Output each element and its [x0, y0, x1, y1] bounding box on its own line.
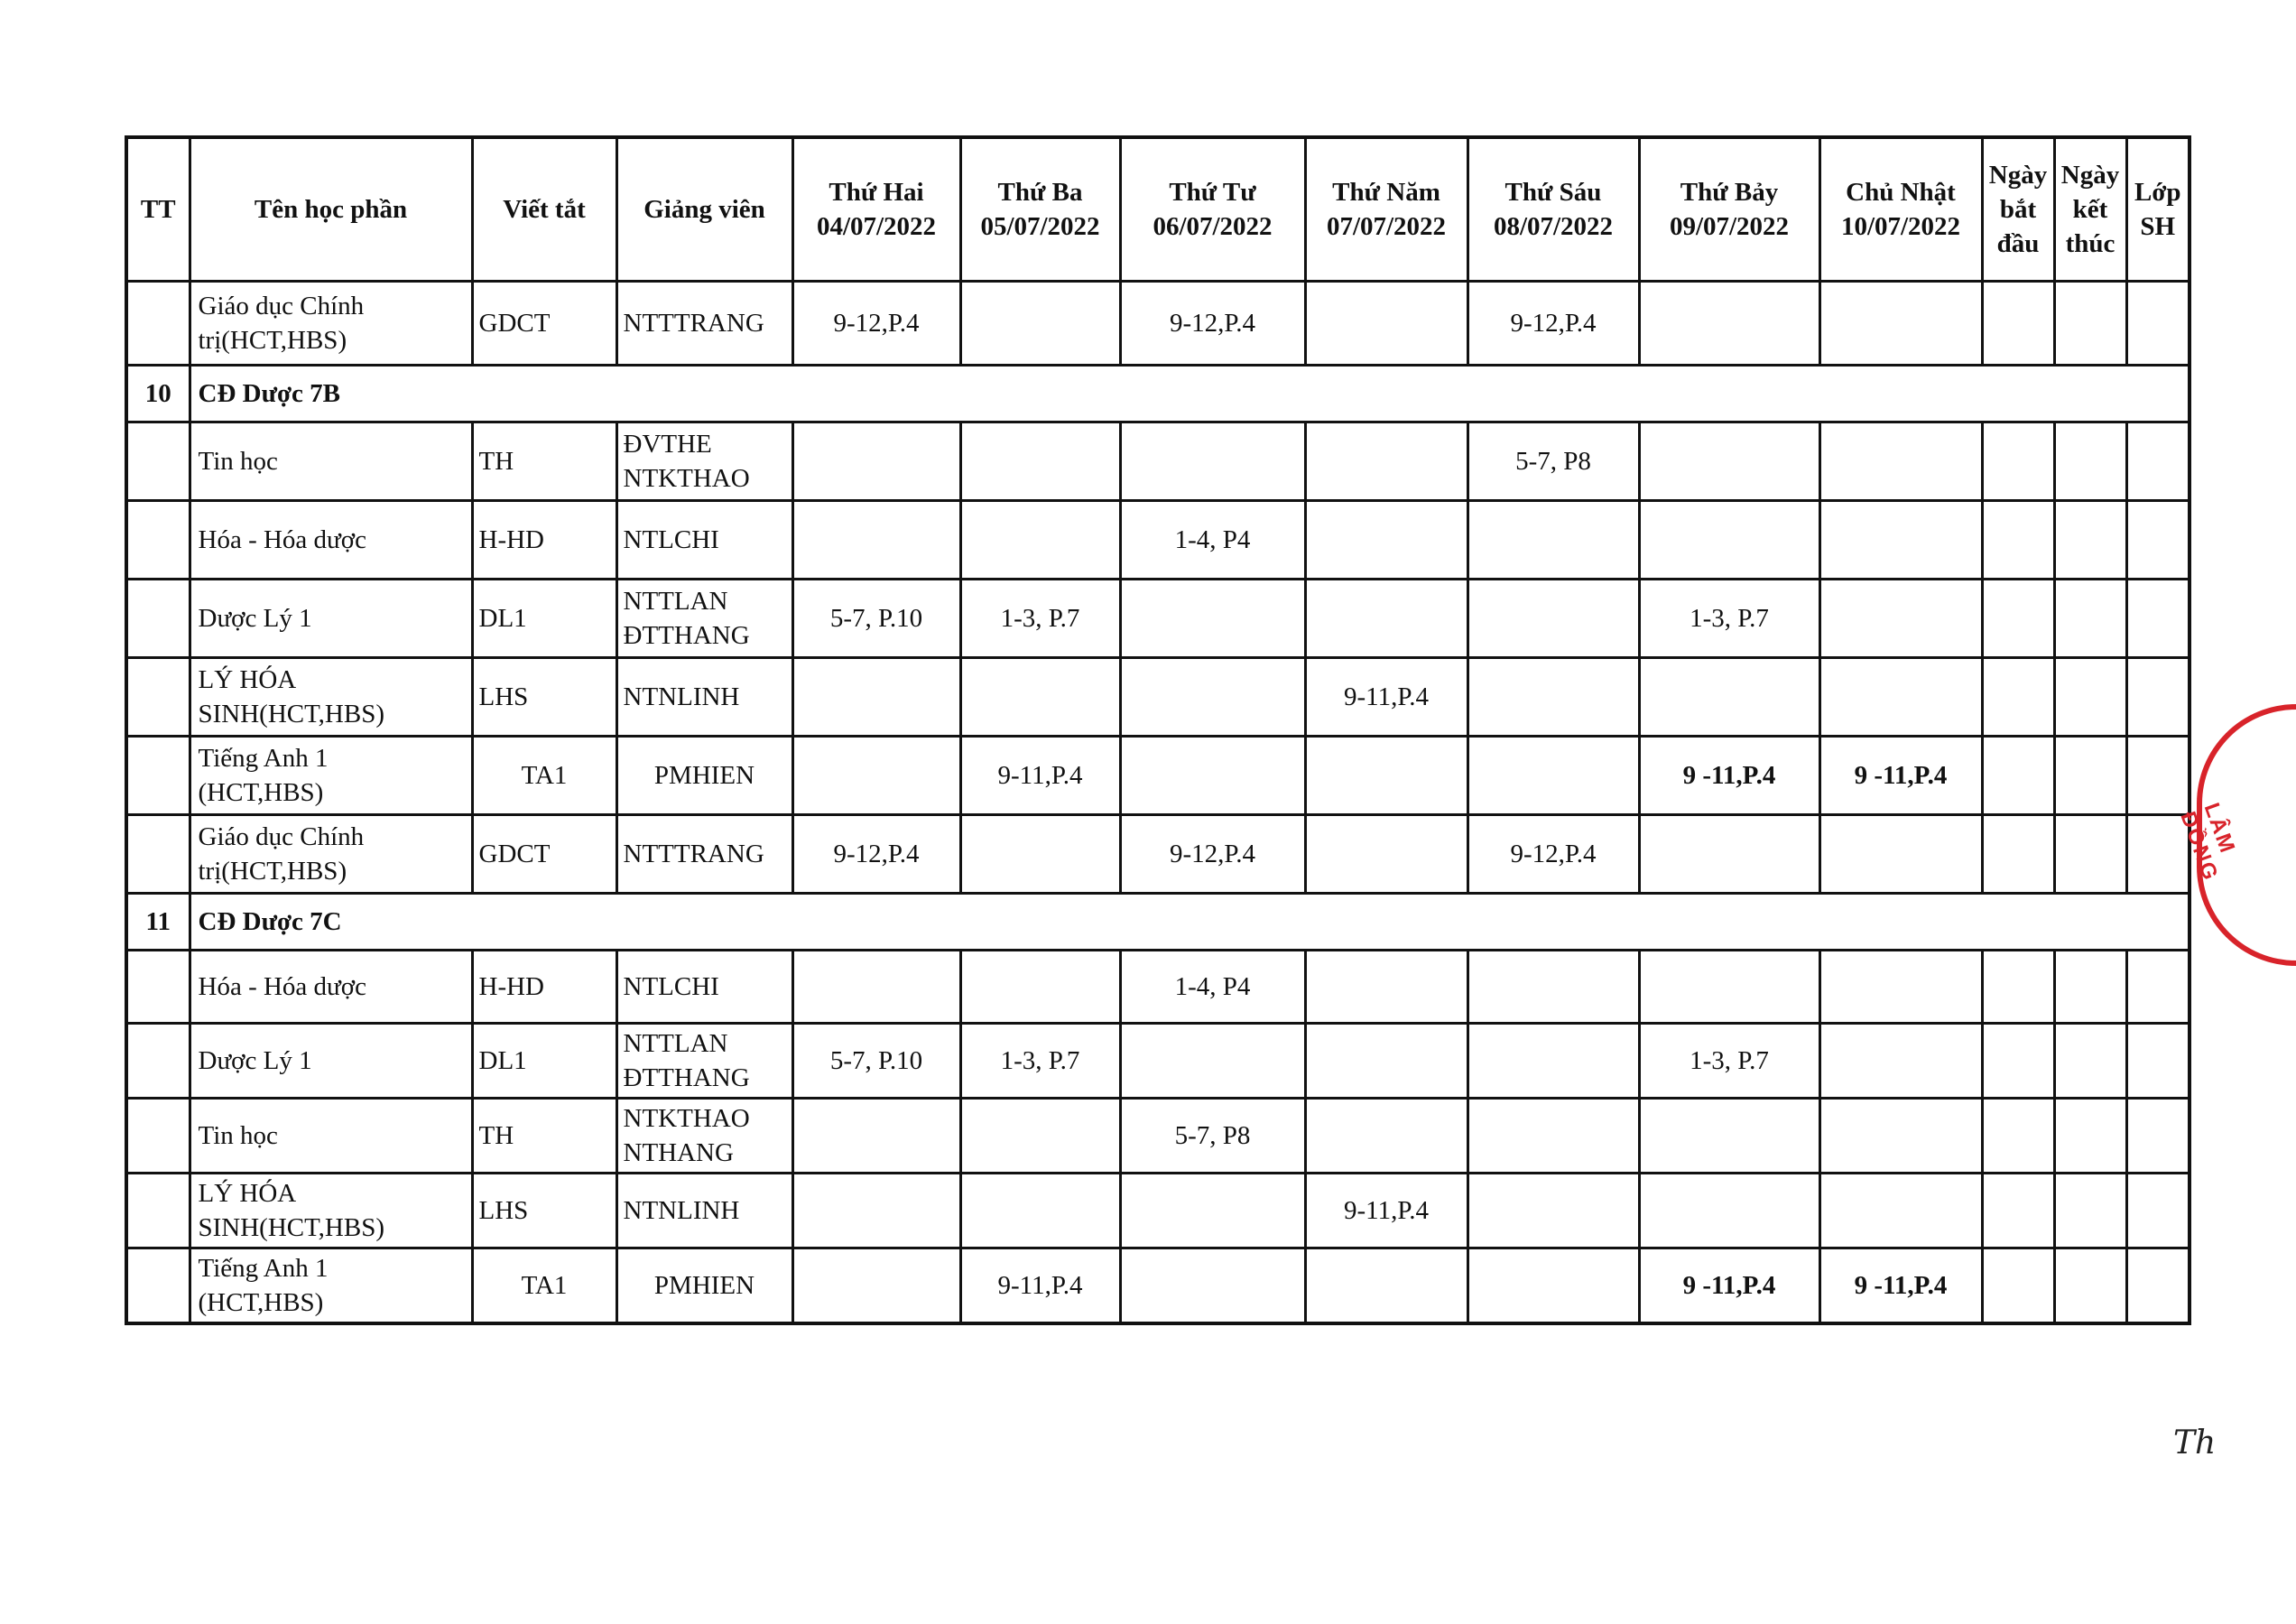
- slot-fri: [1467, 951, 1639, 1024]
- timetable-sheet: [125, 135, 2188, 1325]
- row-tt: [126, 1099, 190, 1174]
- row-abbr: TA1: [472, 737, 616, 815]
- slot-start: [1982, 658, 2054, 737]
- group-row-11: [126, 894, 2190, 951]
- slot-wed: [1120, 1024, 1305, 1099]
- slot-tue: [960, 951, 1120, 1024]
- slot-fri: [1467, 1099, 1639, 1174]
- row-abbr: LHS: [472, 658, 616, 737]
- slot-end: [2054, 1248, 2126, 1324]
- row-abbr: TH: [472, 422, 616, 501]
- row-abbr: DL1: [472, 580, 616, 658]
- slot-class: [2126, 282, 2190, 366]
- header-class: Lớp SH: [2126, 137, 2190, 282]
- slot-sun: [1819, 951, 1982, 1024]
- slot-thu: [1305, 580, 1467, 658]
- header-end-date: Ngày kết thúc: [2054, 137, 2126, 282]
- slot-sun: [1819, 282, 1982, 366]
- slot-mon: 9-12,P.4: [792, 282, 960, 366]
- row-subject: Giáo dục Chính trị(HCT,HBS): [190, 282, 472, 366]
- group-tt: 10: [126, 366, 190, 422]
- row-subject: LÝ HÓA SINH(HCT,HBS): [190, 658, 472, 737]
- row-abbr: GDCT: [472, 815, 616, 894]
- slot-end: [2054, 501, 2126, 580]
- slot-class: [2126, 501, 2190, 580]
- slot-end: [2054, 737, 2126, 815]
- header-lecturer: Giảng viên: [616, 137, 792, 282]
- handwritten-initials: Th: [2173, 1424, 2217, 1462]
- slot-wed: [1120, 737, 1305, 815]
- slot-wed: 1-4, P4: [1120, 501, 1305, 580]
- slot-thu: [1305, 1099, 1467, 1174]
- slot-fri: [1467, 1024, 1639, 1099]
- slot-wed: 5-7, P8: [1120, 1099, 1305, 1174]
- slot-sat: [1639, 282, 1819, 366]
- slot-start: [1982, 501, 2054, 580]
- slot-start: [1982, 580, 2054, 658]
- row-lecturer: PMHIEN: [616, 1248, 792, 1324]
- slot-mon: [792, 737, 960, 815]
- row-subject: Tin học: [190, 422, 472, 501]
- row-abbr: GDCT: [472, 282, 616, 366]
- slot-wed: [1120, 422, 1305, 501]
- slot-class: [2126, 580, 2190, 658]
- slot-wed: 9-12,P.4: [1120, 282, 1305, 366]
- row-lecturer: NTTLAN ĐTTHANG: [616, 1024, 792, 1099]
- row-abbr: H-HD: [472, 501, 616, 580]
- row-abbr: LHS: [472, 1174, 616, 1248]
- slot-thu: 9-11,P.4: [1305, 1174, 1467, 1248]
- slot-class: [2126, 1024, 2190, 1099]
- slot-end: [2054, 422, 2126, 501]
- slot-end: [2054, 815, 2126, 894]
- table-row: [126, 282, 2190, 366]
- table-row: [126, 951, 2190, 1024]
- slot-thu: [1305, 1248, 1467, 1324]
- slot-wed: [1120, 658, 1305, 737]
- slot-wed: [1120, 1174, 1305, 1248]
- slot-mon: [792, 658, 960, 737]
- slot-start: [1982, 1024, 2054, 1099]
- slot-start: [1982, 737, 2054, 815]
- slot-tue: [960, 1174, 1120, 1248]
- row-tt: [126, 422, 190, 501]
- slot-end: [2054, 658, 2126, 737]
- row-lecturer: NTTTRANG: [616, 815, 792, 894]
- slot-start: [1982, 282, 2054, 366]
- slot-fri: [1467, 737, 1639, 815]
- row-subject: Tiếng Anh 1 (HCT,HBS): [190, 1248, 472, 1324]
- slot-fri: [1467, 501, 1639, 580]
- row-lecturer: PMHIEN: [616, 737, 792, 815]
- slot-end: [2054, 282, 2126, 366]
- row-lecturer: NTTLAN ĐTTHANG: [616, 580, 792, 658]
- slot-start: [1982, 951, 2054, 1024]
- slot-end: [2054, 1174, 2126, 1248]
- slot-class: [2126, 951, 2190, 1024]
- slot-sun: [1819, 1174, 1982, 1248]
- row-tt: [126, 815, 190, 894]
- slot-sat: [1639, 501, 1819, 580]
- slot-sat: [1639, 658, 1819, 737]
- row-abbr: TA1: [472, 1248, 616, 1324]
- slot-sun: 9 -11,P.4: [1819, 737, 1982, 815]
- table-row: [126, 580, 2190, 658]
- table-row: [126, 1024, 2190, 1099]
- row-subject: Dược Lý 1: [190, 1024, 472, 1099]
- slot-mon: [792, 1174, 960, 1248]
- header-tue: Thứ Ba 05/07/2022: [960, 137, 1120, 282]
- row-lecturer: NTKTHAO NTHANG: [616, 1099, 792, 1174]
- slot-sat: 1-3, P.7: [1639, 1024, 1819, 1099]
- slot-sat: 1-3, P.7: [1639, 580, 1819, 658]
- slot-start: [1982, 815, 2054, 894]
- header-abbr: Viết tắt: [472, 137, 616, 282]
- row-tt: [126, 1248, 190, 1324]
- slot-tue: 9-11,P.4: [960, 737, 1120, 815]
- slot-mon: [792, 951, 960, 1024]
- slot-sat: [1639, 815, 1819, 894]
- slot-end: [2054, 1024, 2126, 1099]
- slot-mon: [792, 422, 960, 501]
- header-sat: Thứ Bảy 09/07/2022: [1639, 137, 1819, 282]
- row-abbr: DL1: [472, 1024, 616, 1099]
- slot-mon: 5-7, P.10: [792, 580, 960, 658]
- slot-tue: [960, 282, 1120, 366]
- slot-fri: [1467, 580, 1639, 658]
- slot-sun: [1819, 815, 1982, 894]
- slot-sun: [1819, 658, 1982, 737]
- slot-sat: [1639, 951, 1819, 1024]
- table-row: [126, 1248, 2190, 1324]
- slot-class: [2126, 1099, 2190, 1174]
- slot-fri: 5-7, P8: [1467, 422, 1639, 501]
- row-subject: Tiếng Anh 1 (HCT,HBS): [190, 737, 472, 815]
- row-tt: [126, 501, 190, 580]
- header-subject: Tên học phần: [190, 137, 472, 282]
- header-tt: TT: [126, 137, 190, 282]
- group-row-10: [126, 366, 2190, 422]
- header-start-date: Ngày bắt đầu: [1982, 137, 2054, 282]
- slot-class: [2126, 737, 2190, 815]
- slot-wed: [1120, 1248, 1305, 1324]
- header-row: [126, 137, 2190, 282]
- slot-fri: [1467, 1174, 1639, 1248]
- slot-fri: 9-12,P.4: [1467, 815, 1639, 894]
- header-wed: Thứ Tư 06/07/2022: [1120, 137, 1305, 282]
- table-row: [126, 1174, 2190, 1248]
- slot-thu: [1305, 422, 1467, 501]
- slot-end: [2054, 951, 2126, 1024]
- slot-sat: [1639, 1174, 1819, 1248]
- slot-sat: [1639, 1099, 1819, 1174]
- slot-sat: [1639, 422, 1819, 501]
- table-row: [126, 815, 2190, 894]
- table-row: [126, 658, 2190, 737]
- group-name: CĐ Dược 7C: [190, 894, 2190, 951]
- group-name: CĐ Dược 7B: [190, 366, 2190, 422]
- row-lecturer: NTTTRANG: [616, 282, 792, 366]
- row-lecturer: NTLCHI: [616, 501, 792, 580]
- slot-class: [2126, 1174, 2190, 1248]
- table-row: [126, 1099, 2190, 1174]
- row-tt: [126, 1174, 190, 1248]
- slot-mon: 5-7, P.10: [792, 1024, 960, 1099]
- slot-tue: 9-11,P.4: [960, 1248, 1120, 1324]
- slot-tue: 1-3, P.7: [960, 580, 1120, 658]
- row-tt: [126, 580, 190, 658]
- row-lecturer: NTLCHI: [616, 951, 792, 1024]
- slot-fri: 9-12,P.4: [1467, 282, 1639, 366]
- slot-class: [2126, 422, 2190, 501]
- slot-sat: 9 -11,P.4: [1639, 737, 1819, 815]
- header-sun: Chủ Nhật 10/07/2022: [1819, 137, 1982, 282]
- slot-sat: 9 -11,P.4: [1639, 1248, 1819, 1324]
- slot-sun: [1819, 422, 1982, 501]
- row-tt: [126, 282, 190, 366]
- slot-sun: [1819, 501, 1982, 580]
- slot-thu: [1305, 951, 1467, 1024]
- row-abbr: TH: [472, 1099, 616, 1174]
- header-fri: Thứ Sáu 08/07/2022: [1467, 137, 1639, 282]
- slot-tue: [960, 815, 1120, 894]
- header-mon: Thứ Hai 04/07/2022: [792, 137, 960, 282]
- red-seal-stamp: [2175, 704, 2296, 966]
- row-lecturer: NTNLINH: [616, 1174, 792, 1248]
- slot-wed: [1120, 580, 1305, 658]
- row-abbr: H-HD: [472, 951, 616, 1024]
- slot-start: [1982, 422, 2054, 501]
- slot-class: [2126, 658, 2190, 737]
- table-row: [126, 422, 2190, 501]
- slot-fri: [1467, 1248, 1639, 1324]
- slot-mon: [792, 1099, 960, 1174]
- row-subject: Giáo dục Chính trị(HCT,HBS): [190, 815, 472, 894]
- slot-start: [1982, 1099, 2054, 1174]
- table-row: [126, 501, 2190, 580]
- slot-start: [1982, 1248, 2054, 1324]
- row-tt: [126, 737, 190, 815]
- slot-fri: [1467, 658, 1639, 737]
- slot-wed: 1-4, P4: [1120, 951, 1305, 1024]
- slot-tue: [960, 1099, 1120, 1174]
- row-subject: LÝ HÓA SINH(HCT,HBS): [190, 1174, 472, 1248]
- slot-end: [2054, 580, 2126, 658]
- row-subject: Tin học: [190, 1099, 472, 1174]
- slot-sun: [1819, 580, 1982, 658]
- row-lecturer: ĐVTHE NTKTHAO: [616, 422, 792, 501]
- slot-tue: [960, 658, 1120, 737]
- slot-mon: 9-12,P.4: [792, 815, 960, 894]
- slot-sun: 9 -11,P.4: [1819, 1248, 1982, 1324]
- stamp-text: LÂM ĐỒNG: [2175, 800, 2240, 885]
- group-tt: 11: [126, 894, 190, 951]
- slot-sun: [1819, 1099, 1982, 1174]
- slot-thu: [1305, 815, 1467, 894]
- row-tt: [126, 658, 190, 737]
- slot-thu: [1305, 501, 1467, 580]
- slot-tue: [960, 501, 1120, 580]
- slot-end: [2054, 1099, 2126, 1174]
- slot-tue: 1-3, P.7: [960, 1024, 1120, 1099]
- slot-thu: [1305, 282, 1467, 366]
- slot-start: [1982, 1174, 2054, 1248]
- slot-thu: [1305, 737, 1467, 815]
- row-lecturer: NTNLINH: [616, 658, 792, 737]
- slot-mon: [792, 1248, 960, 1324]
- slot-mon: [792, 501, 960, 580]
- row-subject: Hóa - Hóa dược: [190, 951, 472, 1024]
- header-thu: Thứ Năm 07/07/2022: [1305, 137, 1467, 282]
- slot-tue: [960, 422, 1120, 501]
- slot-class: [2126, 1248, 2190, 1324]
- slot-thu: [1305, 1024, 1467, 1099]
- row-tt: [126, 951, 190, 1024]
- slot-wed: 9-12,P.4: [1120, 815, 1305, 894]
- row-subject: Dược Lý 1: [190, 580, 472, 658]
- slot-sun: [1819, 1024, 1982, 1099]
- table-row: [126, 737, 2190, 815]
- row-tt: [126, 1024, 190, 1099]
- slot-thu: 9-11,P.4: [1305, 658, 1467, 737]
- row-subject: Hóa - Hóa dược: [190, 501, 472, 580]
- timetable: [125, 135, 2191, 1325]
